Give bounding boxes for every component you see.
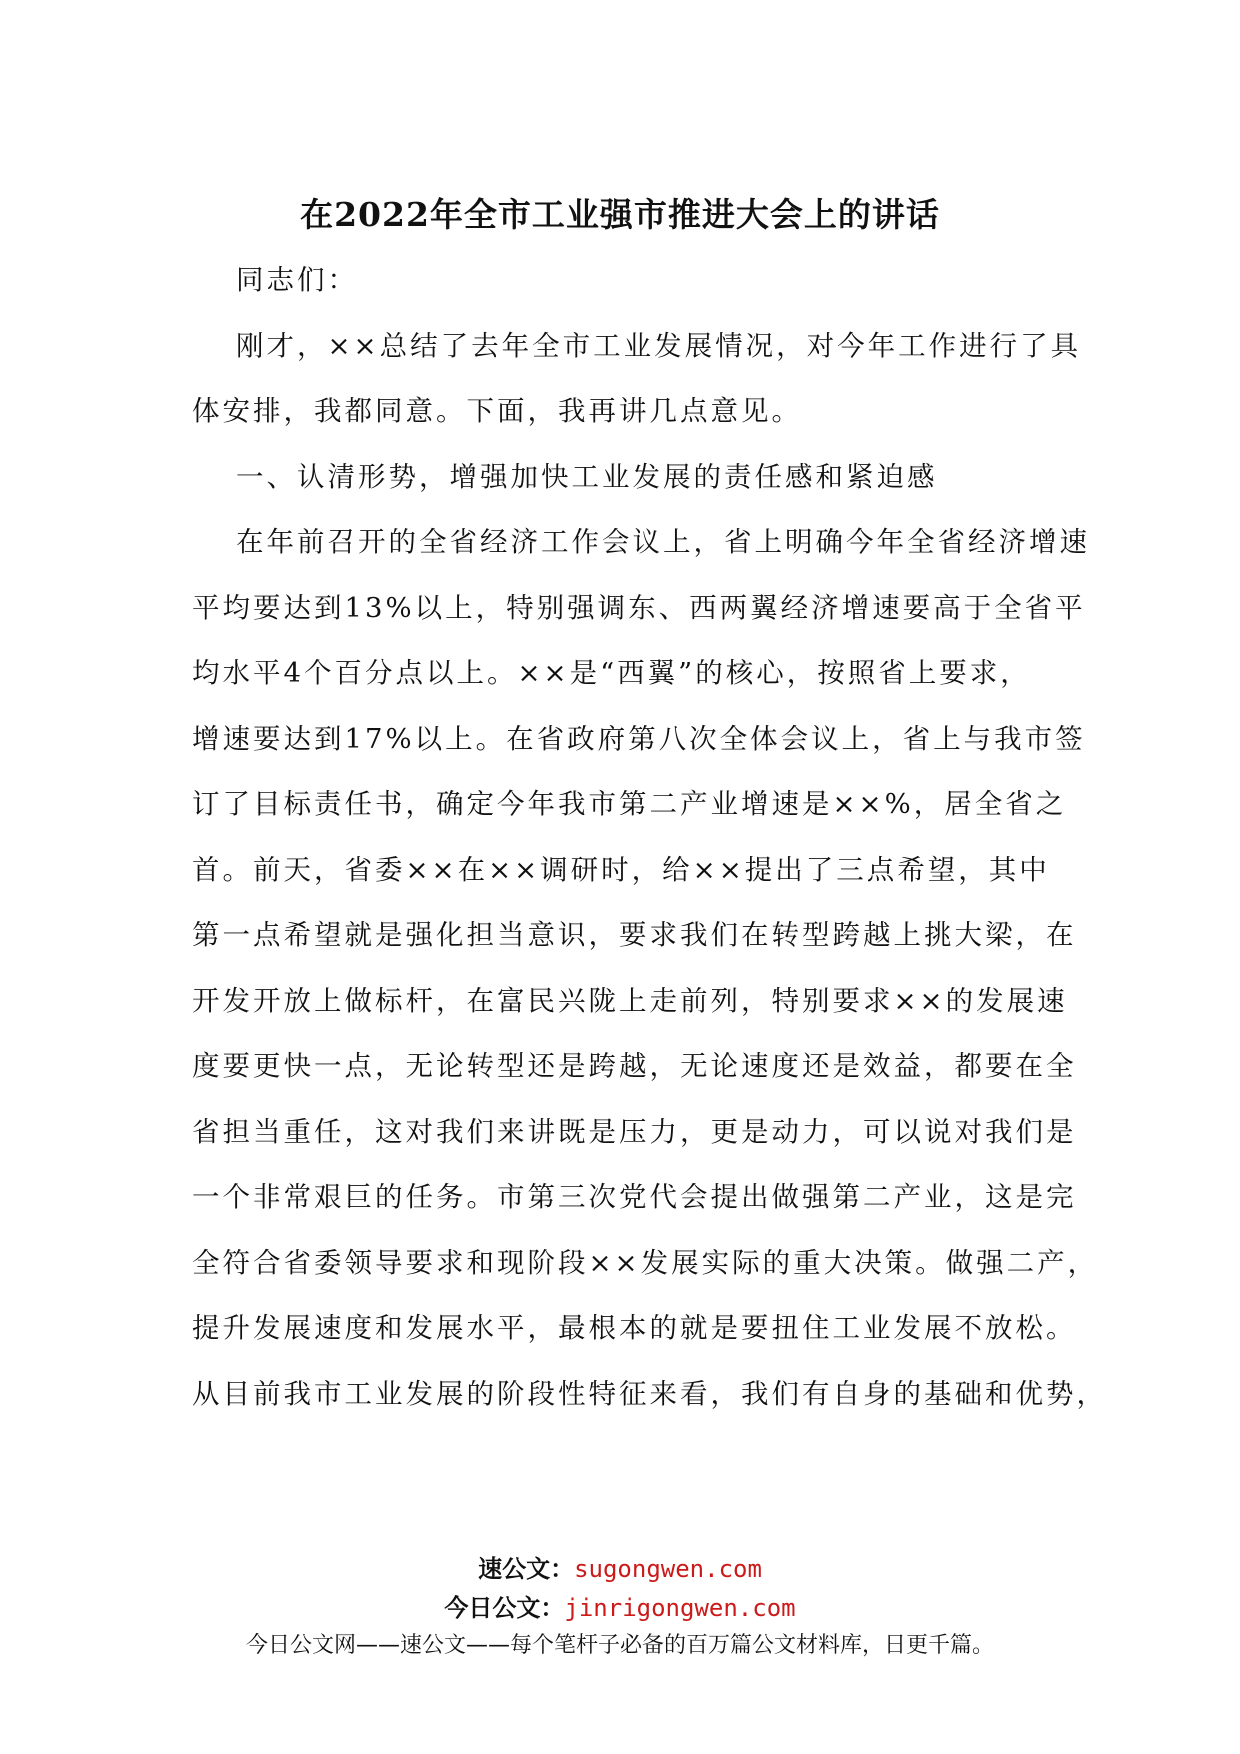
- footer-label-jinrigongwen: 今日公文：: [444, 1594, 565, 1622]
- body-line: 度要更快一点，无论转型还是跨越，无论速度还是效益，都要在全: [192, 1050, 1077, 1082]
- body-line: 在年前召开的全省经济工作会议上，省上明确今年全省经济增速: [236, 526, 1090, 558]
- footer-link-sugongwen[interactable]: sugongwen.com: [574, 1555, 762, 1583]
- salutation: 同志们：: [236, 264, 358, 296]
- footer-tagline: [0, 1630, 1240, 1662]
- body-line: 省担当重任，这对我们来讲既是压力，更是动力，可以说对我们是: [192, 1115, 1077, 1148]
- document-body: [192, 248, 1107, 1427]
- body-line: 订了目标责任书，确定今年我市第二产业增速是××%，居全省之: [192, 788, 1067, 820]
- footer-label-sugongwen: 速公文：: [478, 1555, 575, 1583]
- body-line: 首。前天，省委××在××调研时，给××提出了三点希望，其中: [192, 853, 1050, 886]
- footer-tagline-text: 今日公文网——速公文——每个笔杆子必备的百万篇公文材料库，日更千篇。: [245, 1633, 994, 1658]
- body-line: 开发开放上做标杆，在富民兴陇上走前列，特别要求××的发展速: [192, 984, 1068, 1017]
- footer-jinrigongwen: [0, 1591, 1240, 1625]
- body-line: 第一点希望就是强化担当意识，要求我们在转型跨越上挑大梁，在: [192, 919, 1077, 951]
- body-line: 提升发展速度和发展水平，最根本的就是要扭住工业发展不放松。: [192, 1312, 1077, 1344]
- footer-link-jinrigongwen[interactable]: jinrigongwen.com: [564, 1594, 796, 1622]
- body-line: 体安排，我都同意。下面，我再讲几点意见。: [192, 395, 802, 427]
- section-heading: 一、认清形势，增强加快工业发展的责任感和紧迫感: [236, 460, 938, 493]
- body-line: 增速要达到17%以上。在省政府第八次全体会议上，省上与我市签: [192, 722, 1086, 755]
- body-line: 均水平4个百分点以上。××是“西翼”的核心，按照省上要求，: [192, 657, 1031, 689]
- footer-sugongwen: [0, 1552, 1240, 1586]
- body-line: 一个非常艰巨的任务。市第三次党代会提出做强第二产业，这是完: [192, 1181, 1077, 1213]
- body-line: 平均要达到13%以上，特别强调东、西两翼经济增速要高于全省平: [192, 591, 1086, 624]
- body-line: 全符合省委领导要求和现阶段××发展实际的重大决策。做强二产，: [192, 1246, 1099, 1279]
- body-line: 刚才，××总结了去年全市工业发展情况，对今年工作进行了具: [236, 329, 1082, 362]
- document-title: 在2022年全市工业强市推进大会上的讲话: [300, 195, 940, 234]
- body-line: 从目前我市工业发展的阶段性特征来看，我们有自身的基础和优势，: [192, 1377, 1107, 1410]
